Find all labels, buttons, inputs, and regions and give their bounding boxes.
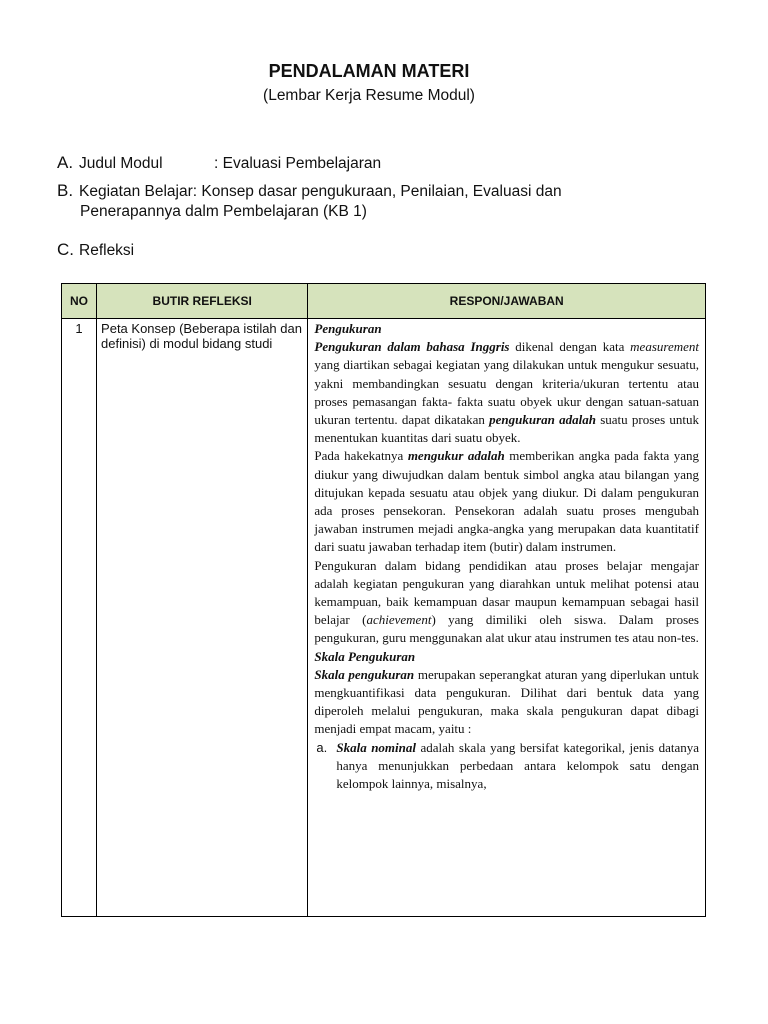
p4-bold-1: Skala pengukuran (314, 666, 415, 682)
reflection-table (61, 283, 706, 917)
p1-text-2: yang diartikan sebagai kegiatan yang dilakukan untuk mengukur sesuatu, yakni membandingkan sesuatu dengan kriteria/ukuran tertentu atau proses pemasangan fakta- fakta suatu obyek ukur dengan satuan-satuan ukuran tertentu. dapat dikatakan (314, 357, 699, 428)
section-a-label: Judul Modul (79, 155, 163, 172)
header-no: NO (62, 284, 97, 319)
list-marker: a. (316, 739, 328, 755)
row-respon (308, 319, 706, 917)
p2-text-2: memberikan angka pada fakta yang diukur yang diwujudkan dalam bentuk simbol angka atau bilangan yang ditujukan kepada sesuatu atau objek yang diukur. Di dalam pengukuran ada proses pensekoran. Pensekoran adalah suatu proses mengubah jawaban instrumen mejadi angka-angka yang merupakan data kuantitatif dari suatu jawaban terhadap item (butir) dalam instrumen. (314, 448, 699, 555)
heading-skala-pengukuran: Skala Pengukuran (314, 648, 416, 664)
p1-text-1: dikenal dengan kata (509, 339, 631, 355)
section-b-value: : Konsep dasar pengukuraan, Penilaian, Evaluasi dan (192, 183, 562, 200)
p3-text-1: Pengukuran dalam bidang pendidikan atau proses belajar mengajar adalah kegiatan pengukuran yang diarahkan untuk melihat potensi atau kemampuan, baik kemampuan dasar maupun kemampuan sebagai hasil belajar ( (314, 557, 699, 628)
paragraph-2 (314, 447, 699, 556)
li1-text-1: adalah skala yang bersifat kategorikal, jenis datanya hanya menunjukkan perbedaan antara kelompok satu dengan kelompok lainnya, misalnya, (336, 739, 699, 792)
section-c (57, 240, 134, 261)
row-no: 1 (62, 319, 97, 917)
paragraph-4 (314, 666, 699, 739)
section-a-letter: A. (57, 153, 74, 172)
section-a (57, 153, 381, 174)
row-butir: Peta Konsep (Beberapa istilah dan definisi) di modul bidang studi (97, 319, 308, 917)
p3-italic-1: achievement (366, 612, 432, 628)
p2-text-1: Pada hakekatnya (314, 448, 408, 464)
heading-pengukuran: Pengukuran (314, 321, 382, 336)
p3-text-2: ) yang dimiliki oleh siswa. Dalam proses pengukuran, guru menggunakan alat ukur atau instrumen tes atau non-tes. (314, 612, 699, 646)
page-subtitle: (Lembar Kerja Resume Modul) (263, 87, 475, 104)
li1-bold-1: Skala nominal (336, 739, 416, 755)
p4-text-1: merupakan seperangkat aturan yang diperlukan untuk mengkuantifikasi data pengukuran. Dilihat dari bentuk data yang diperoleh melalui pengukuran, maka skala pengukuran dapat dibagi menjadi empat macam, yaitu : (314, 666, 700, 737)
section-c-label: Refleksi (79, 242, 135, 259)
header-respon: RESPON/JAWABAN (308, 284, 706, 319)
table-header-row (62, 284, 706, 319)
header-butir: BUTIR REFLEKSI (97, 284, 308, 319)
section-b-value-continued: Penerapannya dalm Pembelajaran (KB 1) (80, 203, 367, 220)
paragraph-1 (314, 338, 699, 447)
page-title: PENDALAMAN MATERI (268, 61, 470, 81)
section-b (57, 181, 562, 222)
section-b-label: Kegiatan Belajar (79, 183, 193, 200)
p1-italic-1: measurement (630, 339, 699, 355)
p2-bold-1: mengukur adalah (407, 448, 505, 464)
section-a-value: : Evaluasi Pembelajaran (214, 155, 382, 172)
section-c-letter: C. (57, 240, 74, 259)
p1-text-3: suatu proses untuk menentukan kuantitas dari suatu obyek. (314, 412, 699, 446)
section-b-letter: B. (57, 181, 74, 200)
paragraph-3 (314, 557, 699, 648)
p1-bold-2: pengukuran adalah (489, 412, 596, 428)
list-item (314, 739, 699, 794)
table-row (62, 319, 706, 917)
p1-bold-1: Pengukuran dalam bahasa Inggris (314, 339, 510, 355)
